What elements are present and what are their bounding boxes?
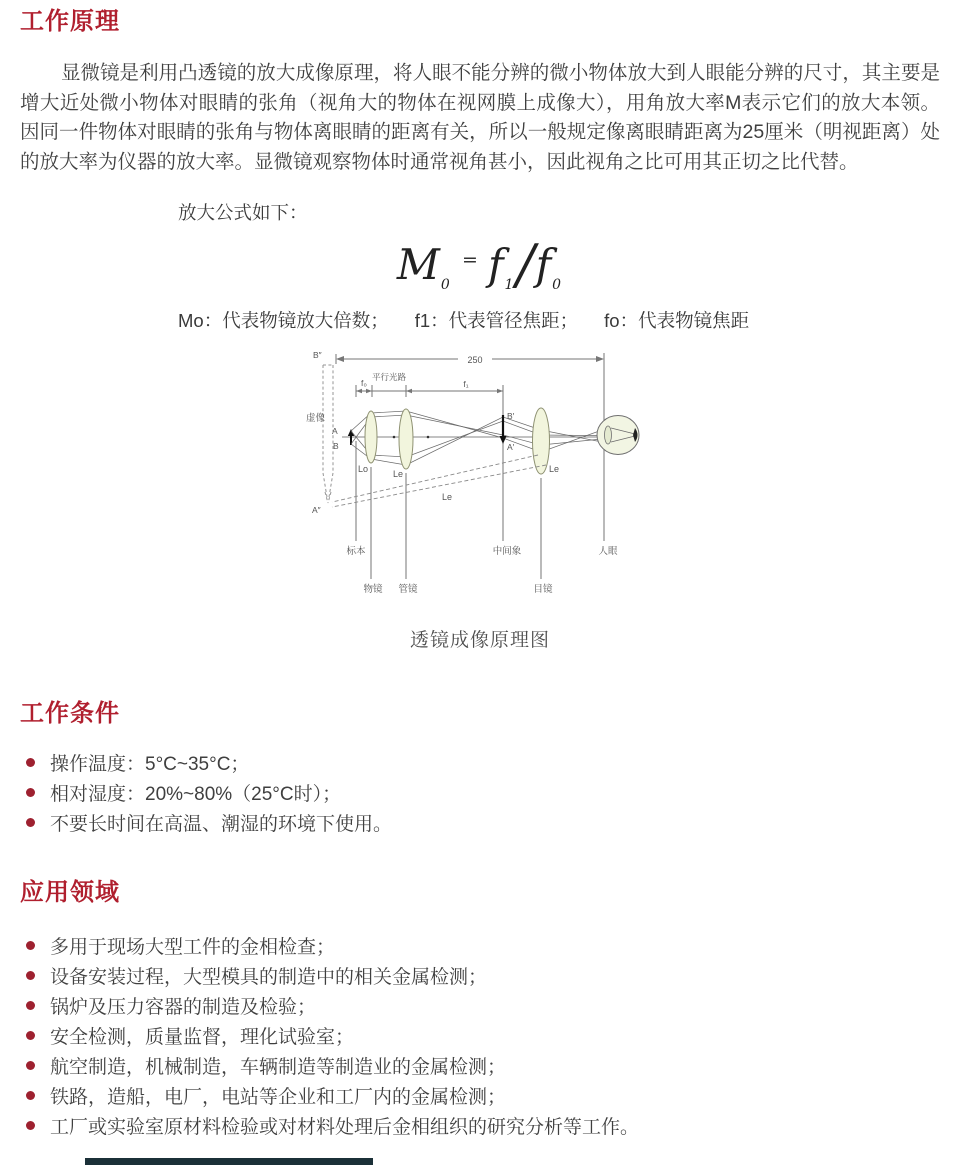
section-heading-working-principle: 工作原理 <box>20 8 120 35</box>
bullet-dot-icon <box>26 1001 35 1010</box>
bullet-dot-icon <box>26 758 35 767</box>
point-b-label: B <box>333 441 339 452</box>
object-arrow <box>332 426 354 451</box>
diagram-caption: 透镜成像原理图 <box>409 630 550 652</box>
f0-dim-label: f₀ <box>361 378 367 389</box>
section-heading-application-fields: 应用领域 <box>20 879 120 907</box>
lenses <box>358 408 559 479</box>
application-item-text: 设备安装过程，大型模具的制造中的相关金属检测； <box>50 967 488 989</box>
formula-slash: / <box>516 233 535 297</box>
application-item <box>20 1051 940 1081</box>
bottom-divider-bar <box>85 1158 373 1165</box>
virtual-image-label: 虚像 <box>306 413 326 425</box>
tube-lens-label: Le <box>393 469 404 480</box>
application-item-text: 锅炉及压力容器的制造及检验； <box>50 997 317 1019</box>
lens-imaging-svg <box>306 345 654 595</box>
application-item <box>20 991 940 1021</box>
f1-dim-label: f₁ <box>463 379 469 390</box>
condition-item-text: 相对湿度：20%~80%（25°C时）； <box>50 783 342 805</box>
condition-item-text: 不要长时间在高温、潮湿的环境下使用。 <box>50 813 393 835</box>
formula-f0: f <box>535 240 552 290</box>
bullet-dot-icon <box>26 818 35 827</box>
point-a-label: A <box>332 426 338 437</box>
applications-list <box>20 931 940 1141</box>
intermediate-label: 中间象 <box>492 546 522 558</box>
formula-f1: f <box>487 240 504 290</box>
reference-lines <box>356 353 604 579</box>
application-item <box>20 961 940 991</box>
eyepiece-lens <box>533 408 550 474</box>
point-a-virtual-label: A″ <box>312 505 321 516</box>
condition-item <box>20 807 940 837</box>
application-item-text: 安全检测，质量监督，理化试验室； <box>50 1027 355 1049</box>
point-b-prime-label: B′ <box>507 411 515 422</box>
application-item-text: 铁路，造船，电厂，电站等企业和工厂内的金属检测； <box>50 1087 507 1109</box>
formula-legend <box>178 307 940 333</box>
condition-item <box>20 747 940 777</box>
application-item <box>20 1081 940 1111</box>
application-item <box>20 1021 940 1051</box>
conditions-list <box>20 747 940 837</box>
bullet-dot-icon <box>26 1121 35 1130</box>
bullet-dot-icon <box>26 1061 35 1070</box>
dimension-f0-f1 <box>356 372 503 397</box>
formula-legend-item: Mo：代表物镜放大倍数； <box>178 310 389 332</box>
tube-label: 管镜 <box>398 584 418 596</box>
objective-lens-label: Lo <box>358 464 369 475</box>
principle-paragraph: 显微镜是利用凸透镜的放大成像原理，将人眼不能分辨的微小物体放大到人眼能分辨的尺寸，其主要是增大近处微小物体对眼睛的张角（视角大的物体在视网膜上成像大），用角放大率M表示它们的放大本领。因同一件物体对眼睛的张角与物体离眼睛的距离有关，所以一般规定像离眼睛距离为25厘米（明视距离）处的放大率为仪器的放大率。显微镜观察物体时通常视角甚小，因此视角之比可用其正切之比代替。 <box>20 62 940 173</box>
application-item <box>20 1111 940 1141</box>
specimen-label: 标本 <box>346 546 366 558</box>
virtual-image-rays <box>332 455 546 507</box>
formula-intro-text: 放大公式如下： <box>178 202 308 224</box>
condition-item <box>20 777 940 807</box>
bullet-dot-icon <box>26 1031 35 1040</box>
application-item <box>20 931 940 961</box>
condition-item-text: 操作温度：5°C~35°C； <box>50 753 250 775</box>
point-a-prime-label: A′ <box>507 442 515 453</box>
objective-lens <box>365 411 377 463</box>
application-item-text: 航空制造，机械制造，车辆制造等制造业的金属检测； <box>50 1057 507 1079</box>
component-labels <box>346 545 618 595</box>
tube-lens <box>399 409 413 469</box>
light-rays <box>351 411 632 465</box>
formula-equals: = <box>461 249 478 272</box>
magnification-formula-row <box>20 227 940 297</box>
eye <box>597 416 639 455</box>
formula-m-sub: 0 <box>440 277 450 294</box>
section-heading-working-conditions: 工作条件 <box>20 700 120 728</box>
optical-axis <box>342 436 638 439</box>
objective-label: 物镜 <box>363 584 383 596</box>
eyepiece-label: 目镜 <box>533 584 553 596</box>
parallel-path-label: 平行光路 <box>371 372 407 383</box>
point-b-virtual-label: B″ <box>313 350 322 361</box>
application-item-text: 多用于现场大型工件的金相检查； <box>50 937 336 959</box>
magnification-formula <box>396 233 563 297</box>
lens-imaging-diagram <box>306 345 654 595</box>
virtual-lens-label: Le <box>442 492 453 503</box>
bullet-dot-icon <box>26 788 35 797</box>
formula-legend-item: fo：代表物镜焦距 <box>604 310 750 332</box>
formula-legend-item: f1：代表管径焦距； <box>414 310 579 332</box>
application-item-text: 工厂或实验室原材料检验或对材料处理后金相组织的研究分析等工作。 <box>50 1117 640 1139</box>
eyepiece-lens-label: Le <box>549 464 560 475</box>
formula-f0-sub: 0 <box>552 277 562 294</box>
intermediate-image-arrow <box>500 411 515 452</box>
formula-m: M <box>396 240 440 290</box>
eye-label: 人眼 <box>598 546 618 558</box>
formula-f1-sub: 1 <box>504 277 514 294</box>
dimension-250 <box>336 354 604 365</box>
bullet-dot-icon <box>26 941 35 950</box>
bullet-dot-icon <box>26 1091 35 1100</box>
dimension-250-label: 250 <box>467 355 483 366</box>
bullet-dot-icon <box>26 971 35 980</box>
